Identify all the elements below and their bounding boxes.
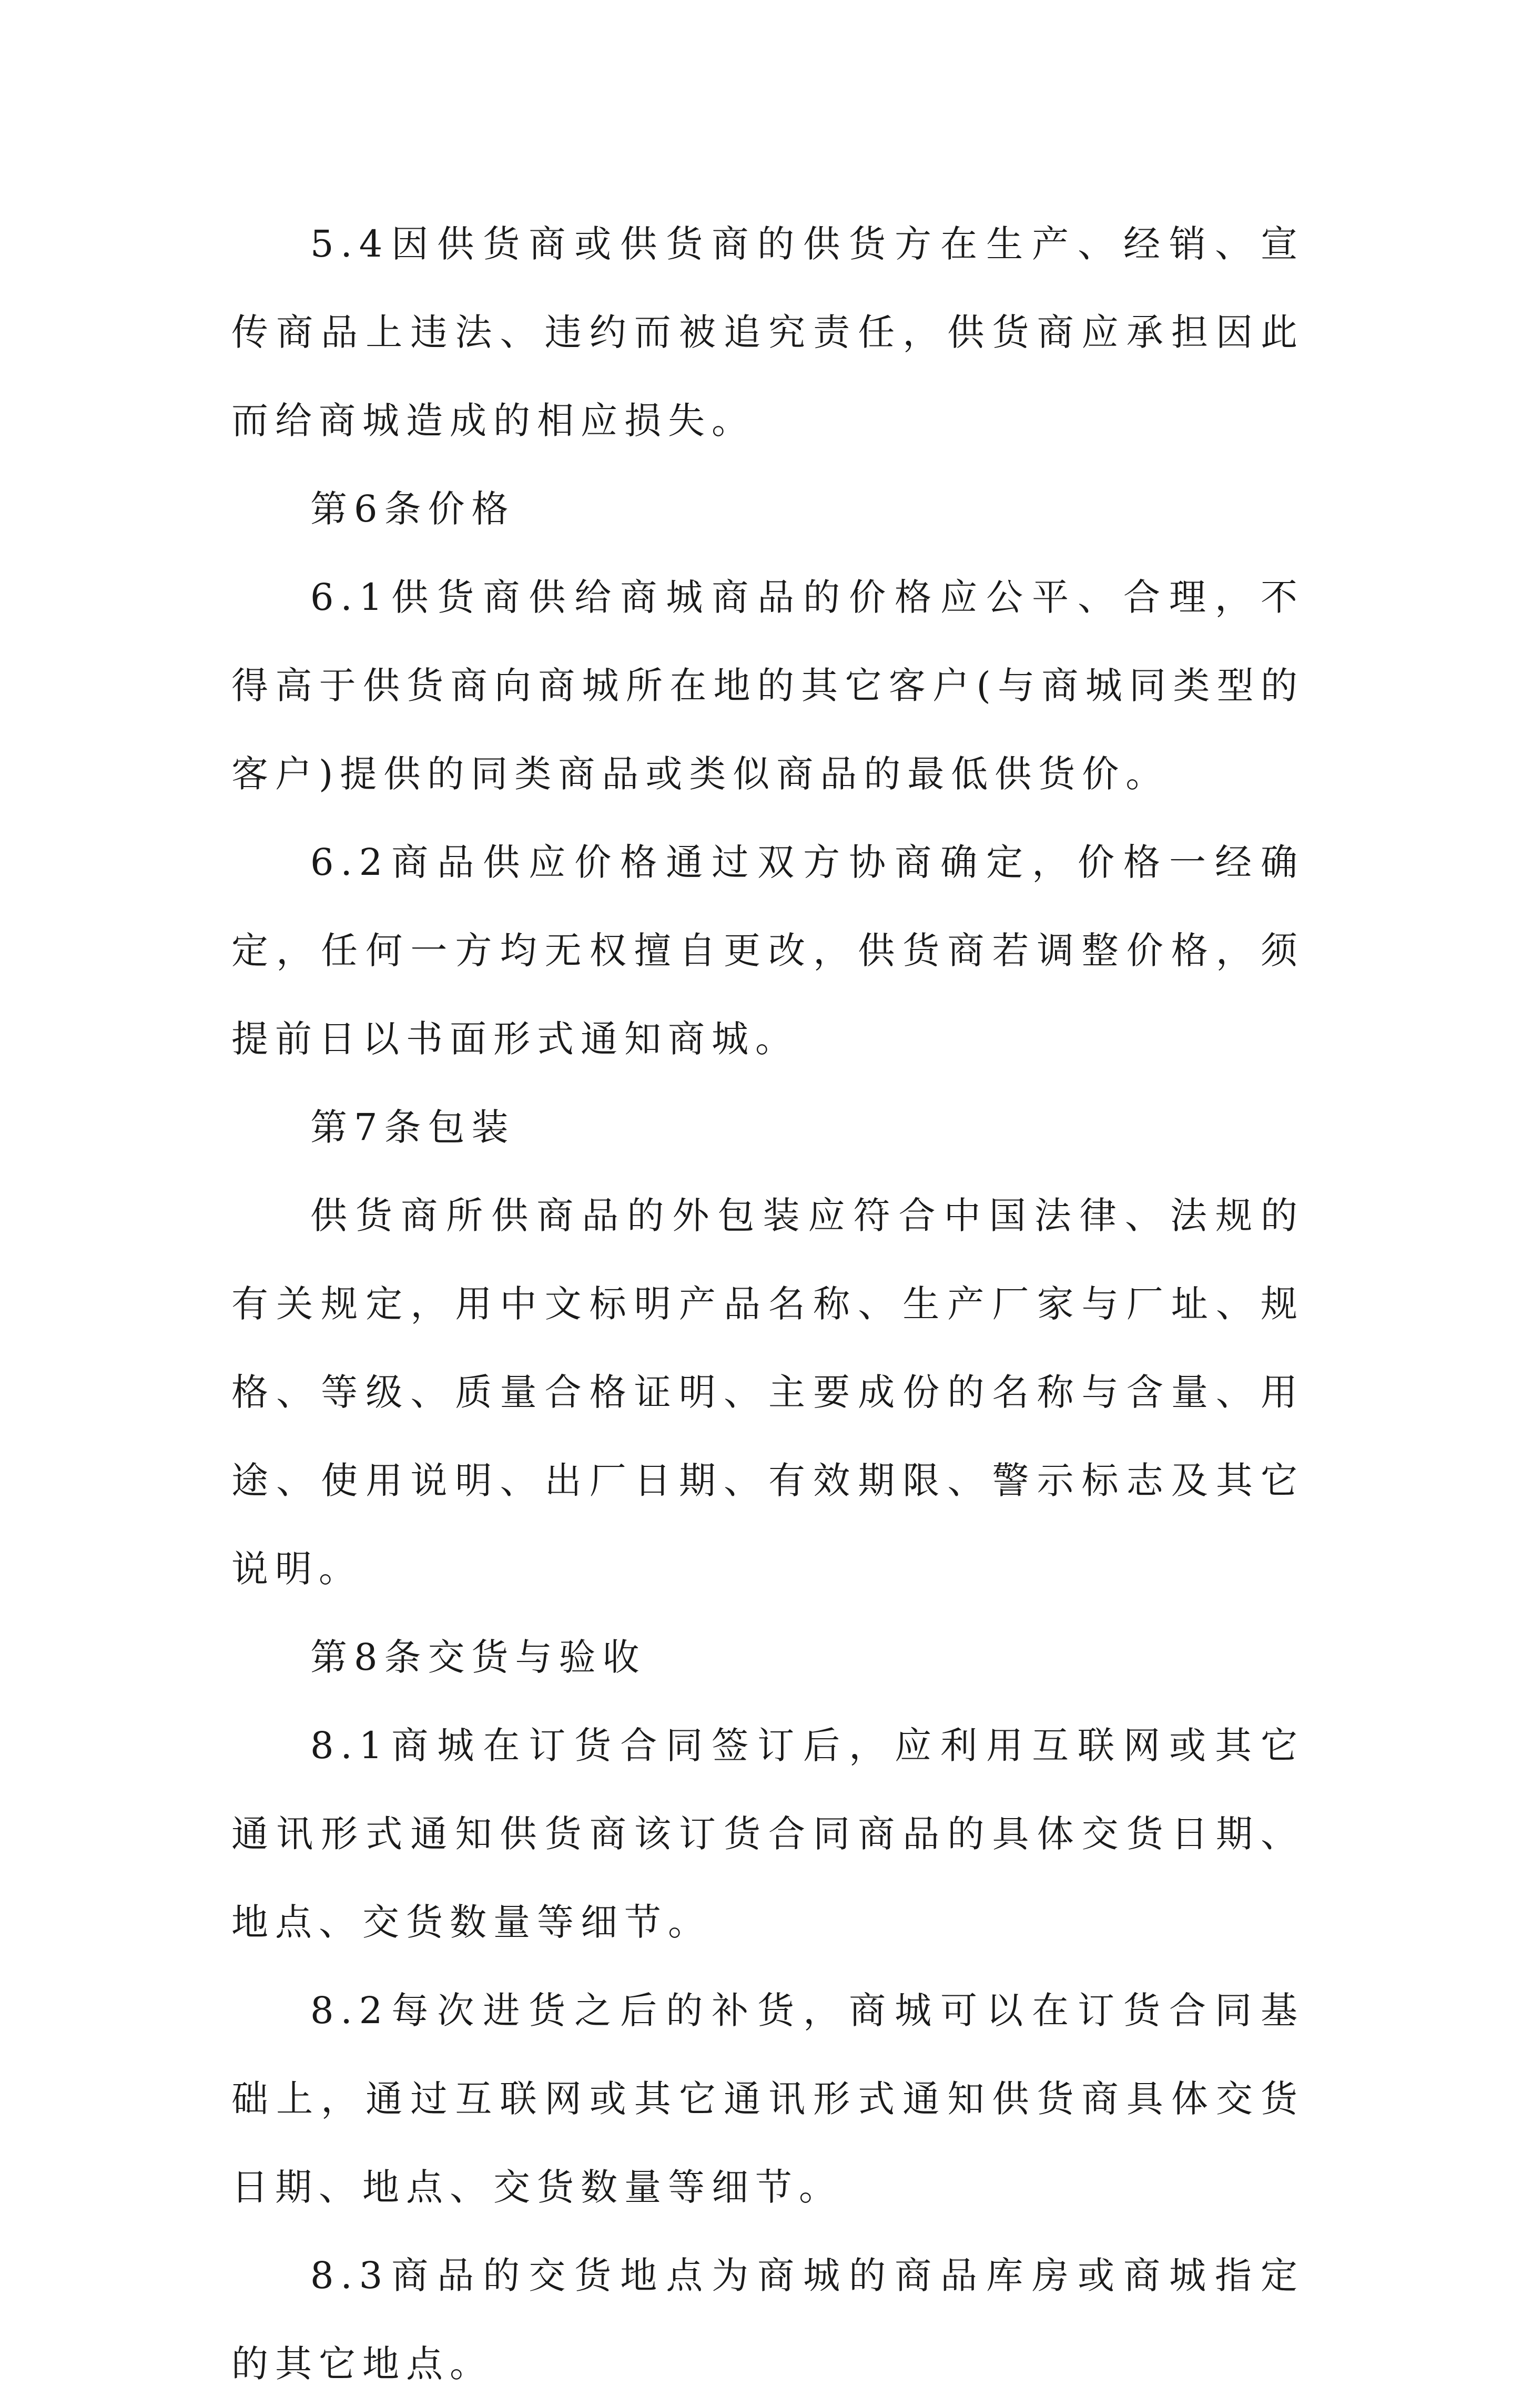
clause-5-4: 5.4因供货商或供货商的供货方在生产、经销、宣传商品上违法、违约而被追究责任，供货商应承担因此而给商城造成的相应损失。 — [231, 222, 1304, 442]
section-heading-8-delivery: 第8条交货与验收 — [310, 1636, 646, 1679]
section-heading-7-packaging: 第7条包装 — [310, 1106, 515, 1149]
clause-6-2: 6.2商品供应价格通过双方协商确定，价格一经确定，任何一方均无权擅自更改，供货商若调整价格，须提前日以书面形式通知商城。 — [231, 841, 1304, 1060]
document-body — [231, 200, 1304, 2408]
clause-8-2: 8.2每次进货之后的补货，商城可以在订货合同基础上，通过互联网或其它通讯形式通知供货商具体交货日期、地点、交货数量等细节。 — [231, 1989, 1304, 2209]
section-heading-6-price: 第6条价格 — [310, 487, 515, 530]
clause-7-packaging: 供货商所供商品的外包装应符合中国法律、法规的有关规定，用中文标明产品名称、生产厂家与厂址、规格、等级、质量合格证明、主要成份的名称与含量、用途、使用说明、出厂日期、有效期限、警示标志及其它说明。 — [231, 1194, 1304, 1590]
clause-8-1: 8.1商城在订货合同签订后，应利用互联网或其它通讯形式通知供货商该订货合同商品的具体交货日期、地点、交货数量等细节。 — [231, 1724, 1304, 1944]
clause-6-1: 6.1供货商供给商城商品的价格应公平、合理，不得高于供货商向商城所在地的其它客户(与商城同类型的客户)提供的同类商品或类似商品的最低供货价。 — [231, 576, 1304, 795]
clause-8-3: 8.3商品的交货地点为商城的商品库房或商城指定的其它地点。 — [231, 2254, 1304, 2385]
